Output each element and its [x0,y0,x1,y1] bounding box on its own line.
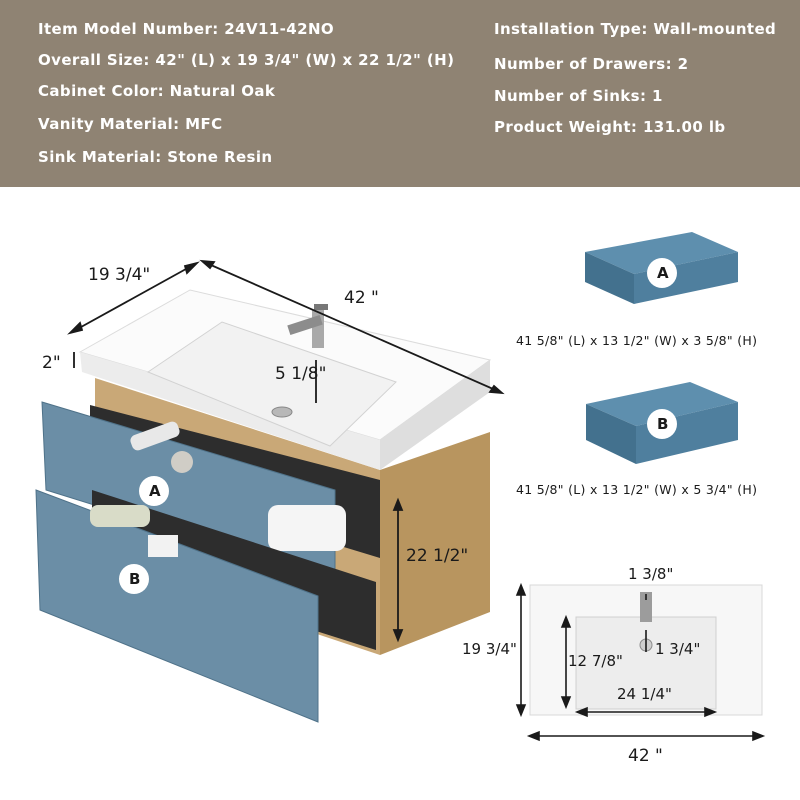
top-width: 42 " [628,746,663,766]
spec-installation: Installation Type: Wall-mounted [494,20,777,38]
drawer-a-size: 41 5/8" (L) x 13 1/2" (W) x 3 5/8" (H) [516,333,758,348]
spec-sinks: Number of Sinks: 1 [494,87,663,105]
spec-drawers: Number of Drawers: 2 [494,55,689,73]
spec-size: Overall Size: 42" (L) x 19 3/4" (W) x 22 1/2" (H) [38,51,455,69]
top-faucet-offset: 1 3/8" [628,565,674,583]
top-basin-depth: 12 7/8" [568,652,623,670]
drawer-a-item [171,451,193,473]
top-drain-offset: 1 3/4" [655,640,701,658]
box-b-letter: B [657,415,669,433]
top-thickness-dimension: 2" [42,353,61,373]
width-dimension: 42 " [344,288,379,308]
box-a-letter: A [657,264,669,282]
drawer-a-label: A [149,482,161,500]
spec-weight: Product Weight: 131.00 lb [494,118,726,136]
spec-color: Cabinet Color: Natural Oak [38,82,276,100]
bowl-depth-dimension: 5 1/8" [275,364,327,384]
cabinet-side [380,432,490,655]
drawer-b-item [90,505,150,527]
spec-model: Item Model Number: 24V11-42NO [38,20,335,38]
drawer-b-label: B [129,570,141,588]
drain-icon [272,407,292,417]
drawer-b-size: 41 5/8" (L) x 13 1/2" (W) x 5 3/4" (H) [516,482,758,497]
height-dimension: 22 1/2" [406,546,469,566]
top-depth: 19 3/4" [462,640,517,658]
spec-sink-material: Sink Material: Stone Resin [38,148,273,166]
depth-dimension: 19 3/4" [88,265,151,285]
drawer-b-item [148,535,178,557]
top-basin-width: 24 1/4" [617,685,672,703]
spec-vanity-material: Vanity Material: MFC [38,115,223,133]
drawer-a-towel [268,505,346,551]
